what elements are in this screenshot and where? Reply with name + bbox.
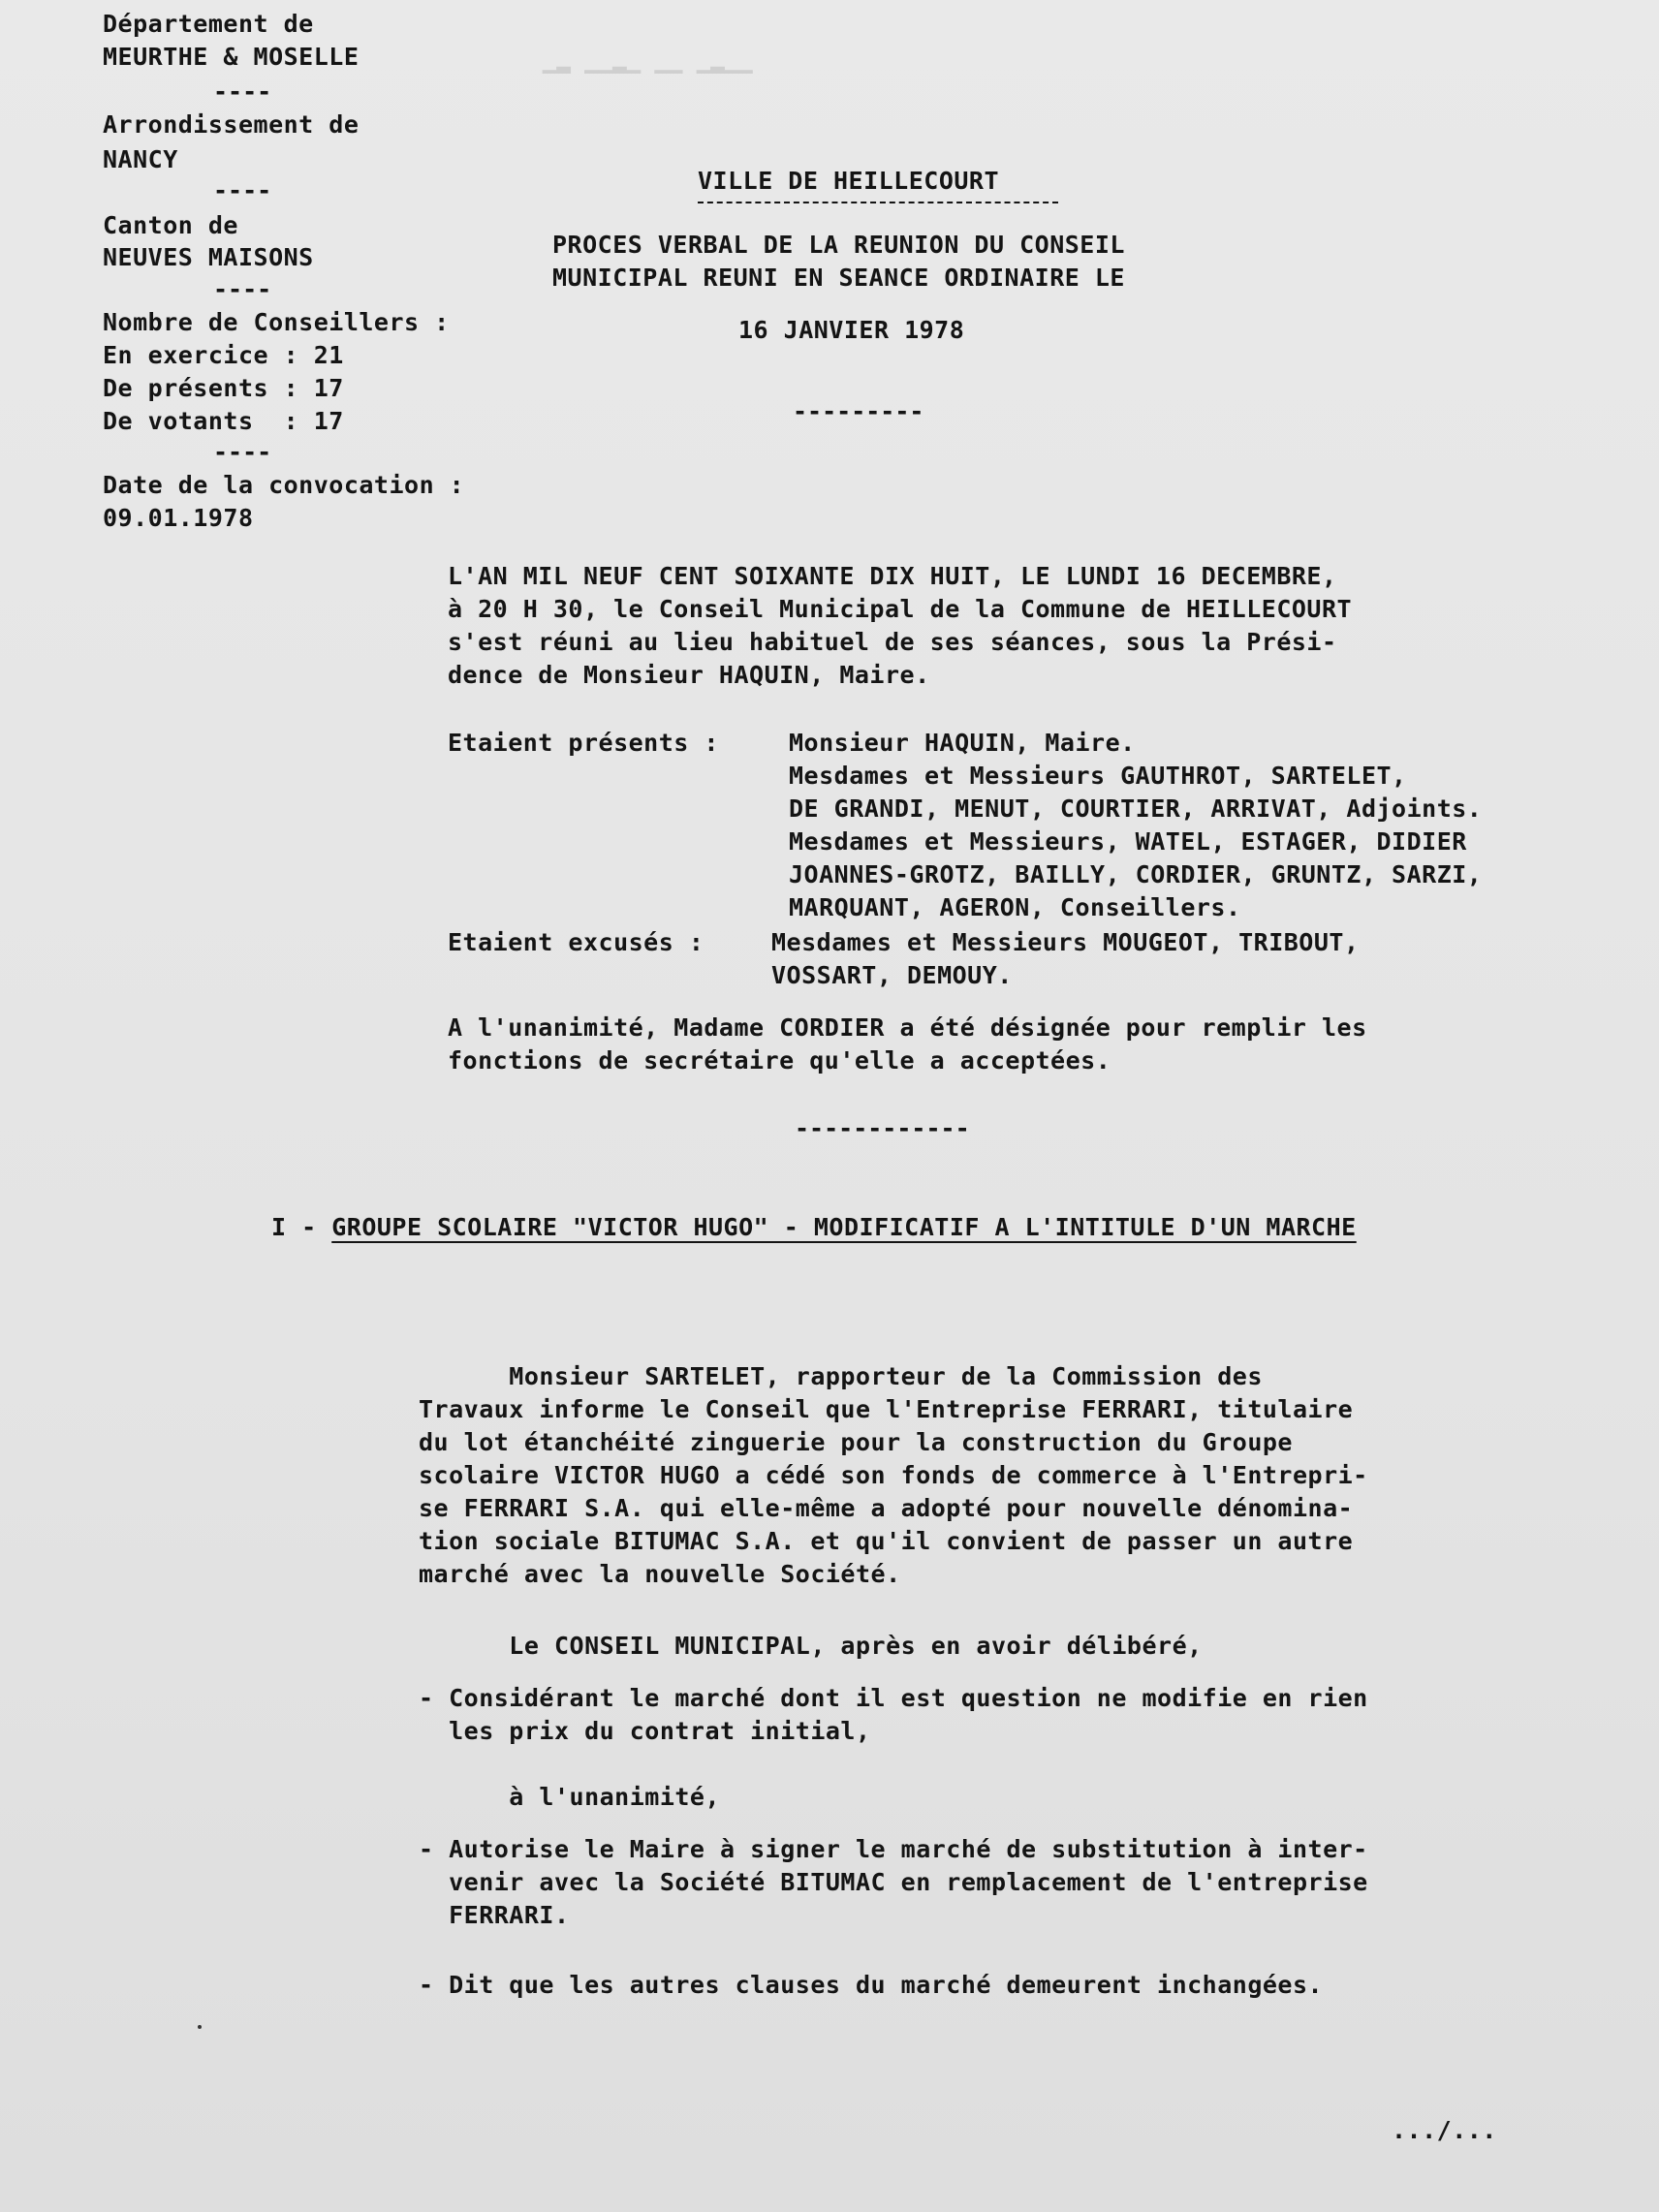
considerant-line: - Considérant le marché dont il est question ne modifie en rien (419, 1684, 1368, 1712)
excuses-line: VOSSART, DEMOUY. (771, 961, 1013, 989)
continuation-mark: .../... (1392, 2116, 1497, 2144)
seance-date: 16 JANVIER 1978 (738, 316, 965, 344)
convocation-date: 09.01.1978 (103, 504, 254, 532)
arrondissement-label: Arrondissement de (103, 110, 360, 139)
paragraph-line: Monsieur SARTELET, rapporteur de la Commission des (419, 1362, 1263, 1390)
considerant-line: les prix du contrat initial, (419, 1717, 871, 1745)
intro-line: dence de Monsieur HAQUIN, Maire. (448, 661, 930, 689)
intro-line: à 20 H 30, le Conseil Municipal de la Commune de HEILLECOURT (448, 595, 1353, 623)
presents-line: DE GRANDI, MENUT, COURTIER, ARRIVAT, Adjoints. (789, 794, 1483, 823)
paragraph-line: tion sociale BITUMAC S.A. et qu'il convient de passer un autre (419, 1527, 1354, 1555)
conseillers-label: Nombre de Conseillers : (103, 308, 450, 336)
departement-label: Département de (103, 10, 314, 38)
autorise-line: - Autorise le Maire à signer le marché de substitution à inter- (419, 1835, 1368, 1863)
presents-line: Mesdames et Messieurs, WATEL, ESTAGER, DIDIER (789, 827, 1467, 856)
excuses-label: Etaient excusés : (448, 928, 704, 956)
departement-value: MEURTHE & MOSELLE (103, 43, 360, 71)
paragraph-line: du lot étanchéité zinguerie pour la construction du Groupe (419, 1428, 1293, 1456)
presents-line: MARQUANT, AGERON, Conseillers. (789, 893, 1241, 921)
paragraph-line: se FERRARI S.A. qui elle-même a adopté pour nouvelle dénomina- (419, 1494, 1354, 1522)
canton-label: Canton de (103, 211, 238, 239)
canton-value: NEUVES MAISONS (103, 243, 314, 271)
paper-speck (198, 2025, 202, 2029)
separator: ------------ (795, 1114, 970, 1142)
separator: ---- (213, 438, 272, 466)
intro-line: L'AN MIL NEUF CENT SOIXANTE DIX HUIT, LE LUNDI 16 DECEMBRE, (448, 562, 1337, 590)
autorise-line: FERRARI. (419, 1901, 570, 1929)
paragraph-line: marché avec la nouvelle Société. (419, 1560, 901, 1588)
unanimite-line: à l'unanimité, (419, 1783, 721, 1811)
ville-title-underline (698, 202, 1058, 203)
section-heading (271, 1211, 1357, 1244)
bleed-through-mark: ▁▂ ▁▁▂▁ ▁▁ ▁▂▁▁ (543, 47, 753, 74)
section-title: GROUPE SCOLAIRE "VICTOR HUGO" - MODIFICATIF A L'INTITULE D'UN MARCHE (331, 1213, 1357, 1241)
secretary-line: A l'unanimité, Madame CORDIER a été désignée pour remplir les (448, 1013, 1367, 1042)
autorise-line: venir avec la Société BITUMAC en remplacement de l'entreprise (419, 1868, 1368, 1896)
de-votants: De votants : 17 (103, 407, 344, 435)
separator: ---- (213, 275, 272, 303)
excuses-line: Mesdames et Messieurs MOUGEOT, TRIBOUT, (771, 928, 1360, 956)
presents-line: JOANNES-GROTZ, BAILLY, CORDIER, GRUNTZ, SARZI, (789, 860, 1483, 888)
secretary-line: fonctions de secrétaire qu'elle a acceptées. (448, 1046, 1111, 1075)
paragraph-line: scolaire VICTOR HUGO a cédé son fonds de commerce à l'Entrepri- (419, 1461, 1368, 1489)
presents-label: Etaient présents : (448, 729, 719, 757)
intro-line: s'est réuni au lieu habituel de ses séances, sous la Prési- (448, 628, 1337, 656)
convocation-label: Date de la convocation : (103, 471, 465, 499)
presents-line: Mesdames et Messieurs GAUTHROT, SARTELET, (789, 762, 1407, 790)
pv-line-2: MUNICIPAL REUNI EN SEANCE ORDINAIRE LE (552, 264, 1125, 292)
en-exercice: En exercice : 21 (103, 341, 344, 369)
pv-line-1: PROCES VERBAL DE LA REUNION DU CONSEIL (552, 231, 1125, 259)
dit-line: - Dit que les autres clauses du marché demeurent inchangées. (419, 1971, 1324, 1999)
section-number: I - (271, 1213, 332, 1241)
arrondissement-value: NANCY (103, 145, 178, 173)
separator: ---- (213, 78, 272, 106)
presents-line: Monsieur HAQUIN, Maire. (789, 729, 1136, 757)
ville-title: VILLE DE HEILLECOURT (698, 167, 1000, 195)
conseil-line: Le CONSEIL MUNICIPAL, après en avoir délibéré, (419, 1632, 1203, 1660)
separator: ---- (213, 176, 272, 204)
paragraph-line: Travaux informe le Conseil que l'Entreprise FERRARI, titulaire (419, 1395, 1354, 1423)
de-presents: De présents : 17 (103, 374, 344, 402)
separator: --------- (793, 397, 924, 425)
